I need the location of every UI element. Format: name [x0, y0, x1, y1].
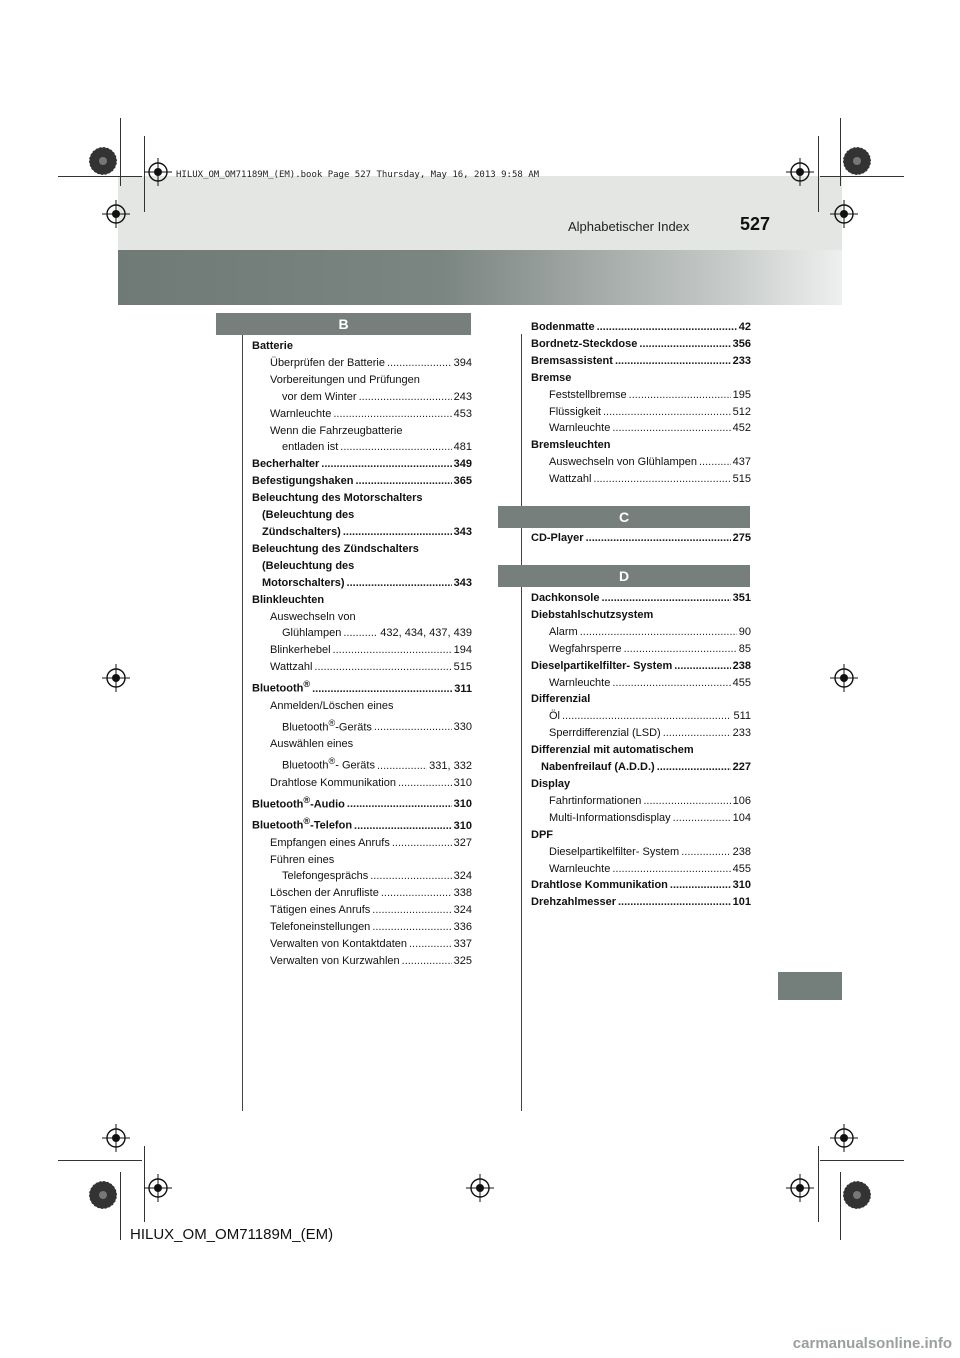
index-column-right-c [531, 530, 751, 547]
index-entry: Bodenmatte ..... 42 [531, 319, 751, 336]
index-heading: Bremse [531, 371, 572, 384]
index-heading: Display [531, 777, 571, 790]
index-entry: Wattzahl ..... 515 [531, 471, 751, 488]
crop-mark [58, 1160, 142, 1161]
index-subheading: Vorbereitungen und Prüfungen [270, 373, 420, 386]
index-entry: Wattzahl ..... 515 [252, 659, 472, 676]
index-column-left [252, 338, 472, 970]
crop-mark [820, 1160, 904, 1161]
index-heading: Diebstahlschutzsystem [531, 608, 654, 621]
index-entry: Zündschalters) ..... 343 [252, 524, 472, 541]
registration-target-icon [102, 1124, 130, 1152]
index-entry: Empfangen eines Anrufs ..... 327 [252, 835, 472, 852]
index-entry: Bluetooth®-Telefon ..... 310 [252, 813, 472, 835]
index-entry: Glühlampen ..... 432, 434, 437, 439 [252, 625, 472, 642]
crop-mark [58, 176, 142, 177]
index-entry: Bluetooth®-Audio ..... 310 [252, 792, 472, 814]
starburst-mark-icon [842, 146, 872, 176]
index-entry: Bluetooth®-Geräts ..... 330 [252, 715, 472, 737]
registration-target-icon [144, 1174, 172, 1202]
index-entry: Verwalten von Kurzwahlen ..... 325 [252, 953, 472, 970]
index-entry: Dachkonsole ..... 351 [531, 590, 751, 607]
section-thumb-tab [778, 972, 842, 1000]
index-entry: Flüssigkeit ..... 512 [531, 404, 751, 421]
index-entry: Warnleuchte ..... 455 [531, 861, 751, 878]
index-entry: Verwalten von Kontaktdaten ..... 337 [252, 936, 472, 953]
header-gradient-band [118, 250, 842, 305]
file-mark: HILUX_OM_OM71189M_(EM).book Page 527 Thursday, May 16, 2013 9:58 AM [176, 170, 540, 180]
crop-mark [818, 136, 819, 212]
page-title: Alphabetischer Index [568, 219, 690, 234]
crop-mark [820, 176, 904, 177]
index-entry: Sperrdifferenzial (LSD) ..... 233 [531, 725, 751, 742]
index-entry: Überprüfen der Batterie ..... 394 [252, 355, 472, 372]
index-entry: Alarm ..... 90 [531, 624, 751, 641]
page-number: 527 [740, 214, 771, 234]
header-band [118, 176, 842, 250]
letter-bar-b: B [216, 313, 471, 335]
index-entry: Drahtlose Kommunikation ..... 310 [531, 877, 751, 894]
index-subheading: Wenn die Fahrzeugbatterie [270, 424, 403, 437]
index-entry: Tätigen eines Anrufs ..... 324 [252, 902, 472, 919]
center-column-rule [521, 334, 522, 1111]
index-entry: entladen ist ..... 481 [252, 439, 472, 456]
starburst-mark-icon [88, 1180, 118, 1210]
index-entry: Drehzahlmesser ..... 101 [531, 894, 751, 911]
index-heading: Differenzial [531, 693, 591, 706]
watermark: carmanualsonline.info [792, 1335, 952, 1352]
index-heading: Blinkleuchten [252, 593, 325, 606]
registration-target-icon [786, 1174, 814, 1202]
index-entry: Befestigungshaken ..... 365 [252, 473, 472, 490]
registration-target-icon [786, 158, 814, 186]
index-entry: Telefongesprächs ..... 324 [252, 868, 472, 885]
index-entry: Löschen der Anrufliste ..... 338 [252, 885, 472, 902]
index-entry: Bluetooth® ..... 311 [252, 676, 472, 698]
starburst-mark-icon [842, 1180, 872, 1210]
index-column-right-d [531, 590, 751, 911]
registration-target-icon [144, 158, 172, 186]
index-subheading: Führen eines [270, 853, 335, 866]
index-entry: Dieselpartikelfilter- System ..... 238 [531, 658, 751, 675]
starburst-mark-icon [88, 146, 118, 176]
index-entry: Telefoneinstellungen ..... 336 [252, 919, 472, 936]
registration-target-icon [466, 1174, 494, 1202]
index-entry: Fahrtinformationen ..... 106 [531, 793, 751, 810]
crop-mark [120, 1172, 121, 1240]
index-entry: Becherhalter ..... 349 [252, 456, 472, 473]
letter-bar-c: C [498, 506, 750, 528]
index-heading: Batterie [252, 340, 293, 352]
index-column-right-top [531, 319, 751, 488]
index-entry: Bordnetz-Steckdose ..... 356 [531, 336, 751, 353]
registration-target-icon [830, 1124, 858, 1152]
crop-mark [818, 1146, 819, 1222]
letter-bar-d: D [498, 565, 750, 587]
index-entry: Wegfahrsperre ..... 85 [531, 641, 751, 658]
index-subheading: Auswechseln von [270, 610, 356, 623]
index-entry: Warnleuchte ..... 452 [531, 420, 751, 437]
document-code: HILUX_OM_OM71189M_(EM) [130, 1226, 334, 1243]
registration-target-icon [830, 664, 858, 692]
index-entry: Auswechseln von Glühlampen ..... 437 [531, 454, 751, 471]
registration-target-icon [102, 200, 130, 228]
index-subheading: Anmelden/Löschen eines [270, 699, 394, 712]
index-heading: Differenzial mit automatischem [531, 744, 694, 757]
index-entry: Drahtlose Kommunikation ..... 310 [252, 775, 472, 792]
index-heading: Beleuchtung des Motorschalters [252, 492, 423, 505]
index-heading: Bremsleuchten [531, 439, 611, 452]
index-entry: Dieselpartikelfilter- System ..... 238 [531, 844, 751, 861]
registration-target-icon [830, 200, 858, 228]
registration-target-icon [102, 664, 130, 692]
crop-mark [840, 1172, 841, 1240]
index-entry: Multi-Informationsdisplay ..... 104 [531, 810, 751, 827]
index-entry: Bluetooth®- Geräts ..... 331, 332 [252, 753, 472, 775]
index-entry: Warnleuchte ..... 455 [531, 675, 751, 692]
index-entry: Motorschalters) ..... 343 [252, 575, 472, 592]
index-heading: (Beleuchtung des [262, 559, 355, 572]
index-entry: Blinkerhebel ..... 194 [252, 642, 472, 659]
left-column-rule [242, 334, 243, 1111]
index-subheading: Auswählen eines [270, 738, 354, 751]
index-entry: CD-Player ..... 275 [531, 530, 751, 547]
index-heading: Beleuchtung des Zündschalters [252, 542, 419, 555]
index-entry: vor dem Winter ..... 243 [252, 389, 472, 406]
index-entry: Nabenfreilauf (A.D.D.) ..... 227 [531, 759, 751, 776]
index-heading: DPF [531, 828, 553, 841]
index-entry: Feststellbremse ..... 195 [531, 387, 751, 404]
index-heading: (Beleuchtung des [262, 509, 355, 522]
index-entry: Bremsassistent ..... 233 [531, 353, 751, 370]
index-entry: Öl ..... 511 [531, 708, 751, 725]
index-entry: Warnleuchte ..... 453 [252, 406, 472, 423]
